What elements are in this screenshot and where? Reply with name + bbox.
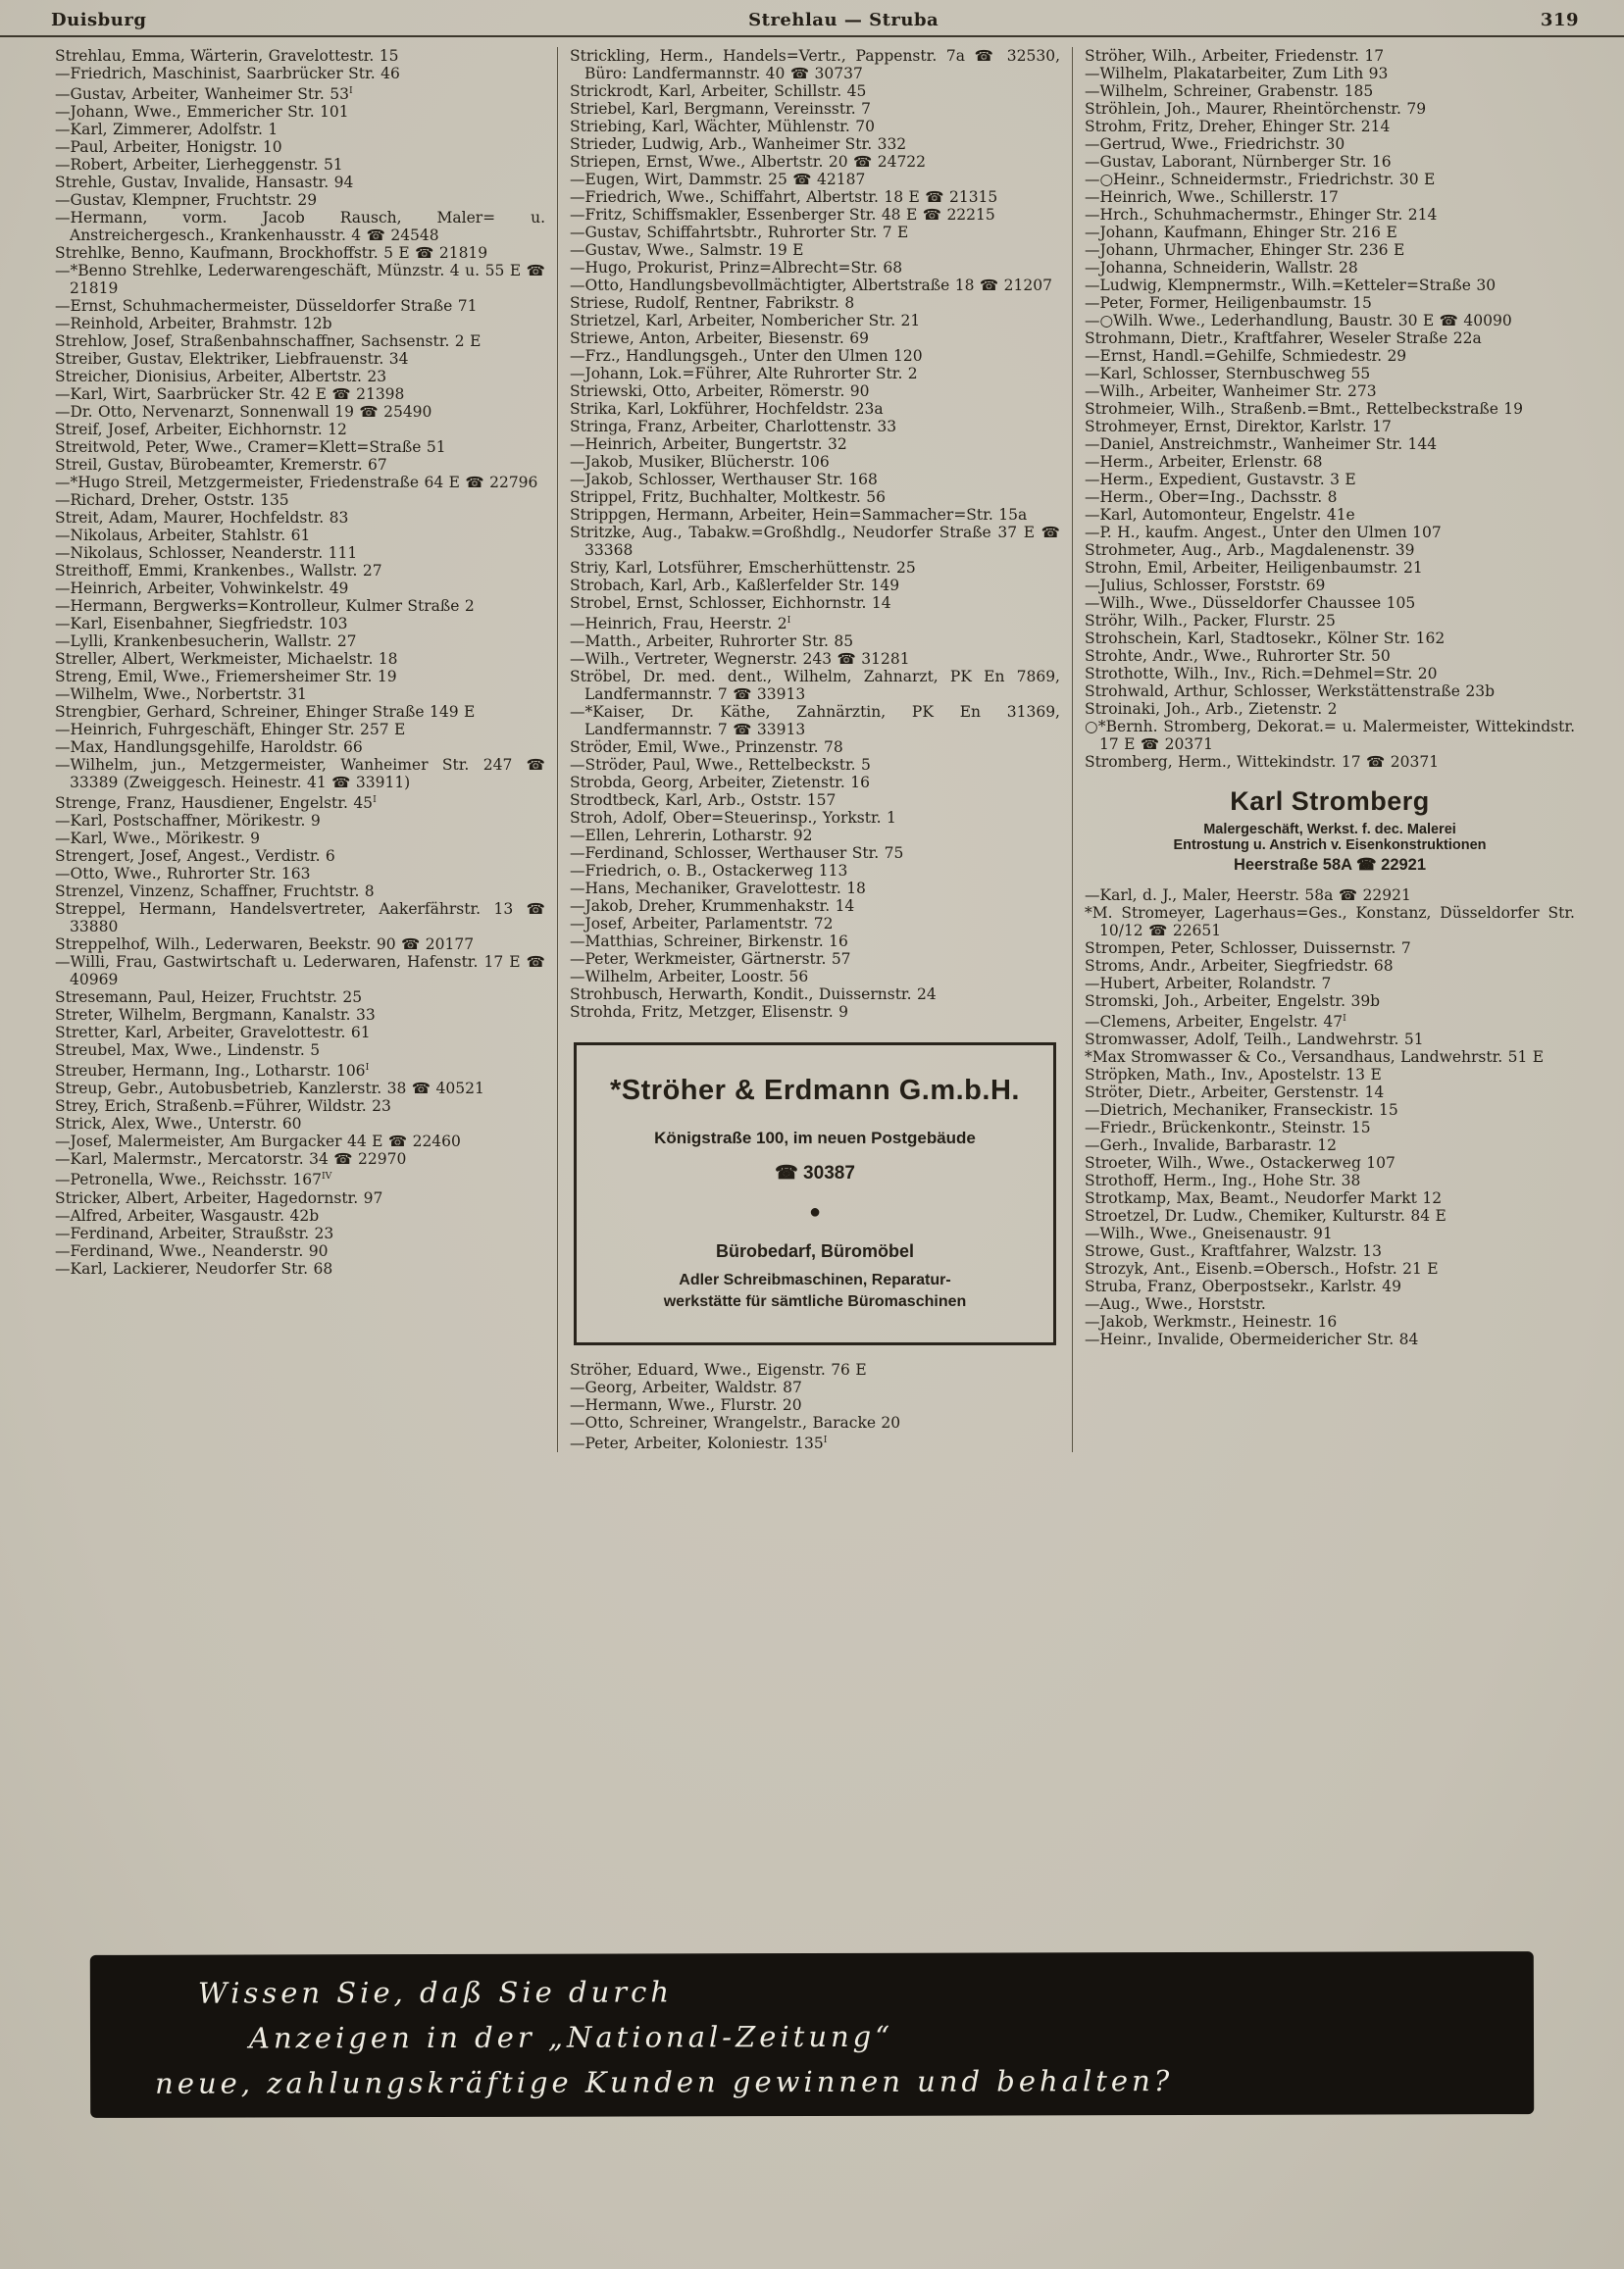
directory-entry: —Wilhelm, Wwe., Norbertstr. 31 xyxy=(55,685,307,704)
directory-entry: —Ströder, Paul, Wwe., Rettelbeckstr. 5 xyxy=(570,756,871,775)
column-3-entries-bottom xyxy=(1085,886,1575,1348)
directory-entry: —Josef, Malermeister, Am Burgacker 44 E ☎ 22460 xyxy=(55,1133,461,1151)
directory-entry: Strengbier, Gerhard, Schreiner, Ehinger Straße 149 E xyxy=(55,703,476,722)
directory-entry: Ströher, Wilh., Arbeiter, Friedenstr. 17 xyxy=(1085,47,1385,65)
directory-entry: Strehlow, Josef, Straßenbahnschaffner, Sachsenstr. 2 E xyxy=(55,332,482,351)
directory-entry: —Wilhelm, Plakatarbeiter, Zum Lith 93 xyxy=(1085,65,1389,82)
directory-entry: Strenge, Franz, Hausdiener, Engelstr. $45^I$ xyxy=(55,794,377,813)
directory-entry: Strippel, Fritz, Buchhalter, Moltkestr. 56 xyxy=(570,488,887,506)
directory-entry: Strenzel, Vinzenz, Schaffner, Fruchtstr. 8 xyxy=(55,882,375,901)
directory-entry: —Karl, Postschaffner, Mörikestr. 9 xyxy=(55,812,321,831)
directory-entry: Ströhr, Wilh., Packer, Flurstr. 25 xyxy=(1085,612,1336,630)
directory-entry: Strika, Karl, Lokführer, Hochfeldstr. 23a xyxy=(570,400,884,418)
directory-entry: —○Heinr., Schneidermstr., Friedrichstr. 30 E xyxy=(1085,171,1436,188)
directory-entry: —Heinrich, Fuhrgeschäft, Ehinger Str. 257 E xyxy=(55,721,406,739)
directory-entry: —Jakob, Musiker, Blücherstr. 106 xyxy=(570,453,830,471)
ad-stroeher-title: *Ströher & Erdmann G.m.b.H. xyxy=(610,1075,1020,1107)
banner-line-1: Wissen Sie, daß Sie durch xyxy=(197,1975,674,2010)
directory-entry: —Frz., Handlungsgeh., Unter den Ulmen 120 xyxy=(570,347,923,365)
directory-entry: —Peter, Former, Heiligenbaumstr. 15 xyxy=(1085,294,1372,312)
directory-entry: Streup, Gebr., Autobusbetrieb, Kanzlerstr. 38 ☎ 40521 xyxy=(55,1080,484,1098)
directory-entry: Strodtbeck, Karl, Arb., Oststr. 157 xyxy=(570,791,837,810)
directory-entry: Stroeter, Wilh., Wwe., Ostackerweg 107 xyxy=(1085,1154,1396,1173)
directory-entry: Strehlau, Emma, Wärterin, Gravelottestr. 15 xyxy=(55,47,399,65)
directory-entry: —Johann, Lok.=Führer, Alte Ruhrorter Str. 2 xyxy=(570,365,918,382)
directory-entry: —Karl, Eisenbahner, Siegfriedstr. 103 xyxy=(55,615,348,633)
directory-entry: —Johann, Kaufmann, Ehinger Str. 216 E xyxy=(1085,224,1397,241)
directory-entry: Stretter, Karl, Arbeiter, Gravelottestr. 61 xyxy=(55,1024,371,1042)
directory-entry: —Karl, Wirt, Saarbrücker Str. 42 E ☎ 21398 xyxy=(55,385,405,404)
directory-entry: Strobda, Georg, Arbeiter, Zietenstr. 16 xyxy=(570,774,870,792)
directory-entry: Strobach, Karl, Arb., Kaßlerfelder Str. 149 xyxy=(570,577,900,594)
directory-entry: —P. H., kaufm. Angest., Unter den Ulmen 107 xyxy=(1085,524,1442,541)
directory-entry: —Gustav, Klempner, Fruchtstr. 29 xyxy=(55,191,318,210)
directory-entry: —Hermann, Bergwerks=Kontrolleur, Kulmer Straße 2 xyxy=(55,597,475,616)
column-2 xyxy=(558,47,1072,1452)
directory-entry: —○Wilh. Wwe., Lederhandlung, Baustr. 30 E ☎ 40090 xyxy=(1085,312,1512,329)
directory-entry: Streicher, Dionisius, Arbeiter, Albertstr. 23 xyxy=(55,368,387,386)
directory-entry: Streter, Wilhelm, Bergmann, Kanalstr. 33 xyxy=(55,1006,376,1025)
directory-entry: Striy, Karl, Lotsführer, Emscherhüttenstr. 25 xyxy=(570,559,916,577)
directory-entry: —Karl, Zimmerer, Adolfstr. 1 xyxy=(55,121,279,139)
directory-entry: Stroetzel, Dr. Ludw., Chemiker, Kulturstr. 84 E xyxy=(1085,1207,1446,1226)
directory-entry: —Dietrich, Mechaniker, Franseckistr. 15 xyxy=(1085,1101,1398,1120)
directory-entry: —Heinrich, Frau, Heerstr. $2^I$ xyxy=(570,615,791,633)
directory-entry: Strothoff, Herm., Ing., Hohe Str. 38 xyxy=(1085,1172,1361,1190)
directory-entry: —Aug., Wwe., Horststr. xyxy=(1085,1295,1266,1314)
directory-entry: —Heinrich, Arbeiter, Bungertstr. 32 xyxy=(570,435,847,453)
directory-entry: —Hubert, Arbeiter, Rolandstr. 7 xyxy=(1085,975,1332,992)
column-1 xyxy=(43,47,557,1452)
directory-entry: Streif, Josef, Arbeiter, Eichhornstr. 12 xyxy=(55,421,347,439)
directory-entry: Strozyk, Ant., Eisenb.=Obersch., Hofstr. 21 E xyxy=(1085,1260,1439,1279)
directory-entry: Strieder, Ludwig, Arb., Wanheimer Str. 332 xyxy=(570,135,907,153)
directory-entry: —Julius, Schlosser, Forststr. 69 xyxy=(1085,577,1326,594)
directory-entry: —Karl, Wwe., Mörikestr. 9 xyxy=(55,830,260,848)
directory-entry: —Peter, Werkmeister, Gärtnerstr. 57 xyxy=(570,950,851,969)
directory-entry: —Ellen, Lehrerin, Lotharstr. 92 xyxy=(570,827,813,845)
directory-entry: —Karl, Automonteur, Engelstr. 41e xyxy=(1085,506,1355,524)
directory-entry: —Johanna, Schneiderin, Wallstr. 28 xyxy=(1085,259,1358,277)
directory-entry: —Jakob, Werkmstr., Heinestr. 16 xyxy=(1085,1313,1338,1332)
directory-entry: Strothotte, Wilh., Inv., Rich.=Dehmel=Str. 20 xyxy=(1085,665,1438,682)
directory-entry: Stroh, Adolf, Ober=Steuerinsp., Yorkstr. 1 xyxy=(570,809,896,828)
directory-entry: Stromberg, Herm., Wittekindstr. 17 ☎ 20371 xyxy=(1085,753,1440,771)
directory-columns xyxy=(0,37,1624,1452)
directory-entry: —Johann, Uhrmacher, Ehinger Str. 236 E xyxy=(1085,241,1405,259)
directory-entry: —Friedrich, o. B., Ostackerweg 113 xyxy=(570,862,848,881)
directory-entry: —Matthias, Schreiner, Birkenstr. 16 xyxy=(570,933,848,951)
directory-entry: Strey, Erich, Straßenb.=Führer, Wildstr. 23 xyxy=(55,1097,391,1116)
directory-entry: —Dr. Otto, Nervenarzt, Sonnenwall 19 ☎ 25490 xyxy=(55,403,432,422)
directory-entry: Ströpken, Math., Inv., Apostelstr. 13 E xyxy=(1085,1066,1382,1084)
directory-entry: Streitwold, Peter, Wwe., Cramer=Klett=Straße 51 xyxy=(55,438,446,457)
directory-entry: Ströher, Eduard, Wwe., Eigenstr. 76 E xyxy=(570,1361,867,1380)
directory-entry: —Otto, Handlungsbevollmächtigter, Albertstraße 18 ☎ 21207 xyxy=(570,277,1052,294)
directory-entry: —Hugo, Prokurist, Prinz=Albrecht=Str. 68 xyxy=(570,259,903,277)
directory-entry: Stritzke, Aug., Tabakw.=Großhdlg., Neudorfer Straße 37 E ☎ 33368 xyxy=(570,524,1060,559)
directory-entry: Streit, Adam, Maurer, Hochfeldstr. 83 xyxy=(55,509,349,528)
directory-entry: Striebing, Karl, Wächter, Mühlenstr. 70 xyxy=(570,118,875,135)
ad-stromberg-line3: Heerstraße 58A ☎ 22921 xyxy=(1233,856,1427,874)
directory-entry: —Heinrich, Arbeiter, Vohwinkelstr. 49 xyxy=(55,580,349,598)
directory-entry: Strohn, Emil, Arbeiter, Heiligenbaumstr. 21 xyxy=(1085,559,1423,577)
directory-entry: Ströbel, Dr. med. dent., Wilhelm, Zahnarzt, PK En 7869, Landfermannstr. 7 ☎ 33913 xyxy=(570,668,1060,704)
directory-entry: —Daniel, Anstreichmstr., Wanheimer Str. 144 xyxy=(1085,435,1438,453)
directory-entry: —Josef, Arbeiter, Parlamentstr. 72 xyxy=(570,915,834,933)
directory-entry: Stromwasser, Adolf, Teilh., Landwehrstr. 51 xyxy=(1085,1031,1424,1049)
directory-entry: Streil, Gustav, Bürobeamter, Kremerstr. 67 xyxy=(55,456,387,475)
directory-entry: Stringa, Franz, Arbeiter, Charlottenstr. 33 xyxy=(570,418,897,435)
directory-entry: —Jakob, Dreher, Krummenhakstr. 14 xyxy=(570,897,855,916)
directory-entry: Streng, Emil, Wwe., Friemersheimer Str. 19 xyxy=(55,668,397,686)
banner-line-3: neue, zahlungskräftige Kunden gewinnen und behalten? xyxy=(155,2064,1174,2100)
directory-entry: —Karl, d. J., Maler, Heerstr. 58a ☎ 22921 xyxy=(1085,886,1411,904)
directory-entry: —*Hugo Streil, Metzgermeister, Friedenstraße 64 E ☎ 22796 xyxy=(55,474,538,492)
directory-entry: —Clemens, Arbeiter, Engelstr. $47^I$ xyxy=(1085,1013,1346,1032)
directory-entry: —Herm., Ober=Ing., Dachsstr. 8 xyxy=(1085,488,1338,506)
directory-entry: —Max, Handlungsgehilfe, Haroldstr. 66 xyxy=(55,738,363,757)
directory-entry: Streiber, Gustav, Elektriker, Liebfrauenstr. 34 xyxy=(55,350,409,369)
ad-stroeher-line3: werkstätte für sämtliche Büromaschinen xyxy=(663,1293,967,1311)
directory-entry: —Wilh., Wwe., Düsseldorfer Chaussee 105 xyxy=(1085,594,1416,612)
directory-entry: Strompen, Peter, Schlosser, Duissernstr. 7 xyxy=(1085,939,1411,957)
directory-entry: Striese, Rudolf, Rentner, Fabrikstr. 8 xyxy=(570,294,855,312)
directory-entry: —Gertrud, Wwe., Friedrichstr. 30 xyxy=(1085,135,1345,153)
directory-entry: —Friedrich, Wwe., Schiffahrt, Albertstr. 18 E ☎ 21315 xyxy=(570,188,998,206)
directory-entry: —Alfred, Arbeiter, Wasgaustr. 42b xyxy=(55,1206,320,1225)
directory-entry: Striebel, Karl, Bergmann, Vereinsstr. 7 xyxy=(570,100,872,118)
directory-entry: —Hrch., Schuhmachermstr., Ehinger Str. 214 xyxy=(1085,206,1438,224)
ad-stromberg-line1: Malergeschäft, Werkst. f. dec. Malerei xyxy=(1203,822,1456,837)
directory-entry: —Ernst, Handl.=Gehilfe, Schmiedestr. 29 xyxy=(1085,347,1407,365)
directory-entry: Strickling, Herm., Handels=Vertr., Pappenstr. 7a ☎ 32530, Büro: Landfermannstr. 40 ☎ 30737 xyxy=(570,47,1060,82)
directory-entry: Striewe, Anton, Arbeiter, Biesenstr. 69 xyxy=(570,329,869,347)
directory-entry: —Gustav, Arbeiter, Wanheimer Str. $53^I$ xyxy=(55,85,353,104)
directory-entry: —Gerh., Invalide, Barbarastr. 12 xyxy=(1085,1136,1338,1155)
column-2-entries-top xyxy=(570,47,1060,1021)
directory-entry: Streuber, Hermann, Ing., Lotharstr. $106^I$ xyxy=(55,1062,370,1081)
ad-karl-stromberg xyxy=(1085,786,1575,875)
directory-entry: Streppel, Hermann, Handelsvertreter, Aakerfährstr. 13 ☎ 33880 xyxy=(55,900,545,936)
directory-entry: —Herm., Expedient, Gustavstr. 3 E xyxy=(1085,471,1356,488)
directory-entry: Strietzel, Karl, Arbeiter, Nombericher Str. 21 xyxy=(570,312,921,329)
directory-entry: —Robert, Arbeiter, Lierheggenstr. 51 xyxy=(55,156,343,175)
directory-entry: —Karl, Schlosser, Sternbuschweg 55 xyxy=(1085,365,1371,382)
directory-entry: *M. Stromeyer, Lagerhaus=Ges., Konstanz, Düsseldorfer Str. 10/12 ☎ 22651 xyxy=(1085,904,1575,939)
directory-entry: —Reinhold, Arbeiter, Brahmstr. 12b xyxy=(55,315,332,333)
directory-entry: Strowe, Gust., Kraftfahrer, Walzstr. 13 xyxy=(1085,1242,1382,1261)
directory-entry: —Richard, Dreher, Oststr. 135 xyxy=(55,491,289,510)
directory-entry: —Wilhelm, Schreiner, Grabenstr. 185 xyxy=(1085,82,1374,100)
directory-entry: —Ferdinand, Arbeiter, Straußstr. 23 xyxy=(55,1224,334,1242)
directory-entry: —Lylli, Krankenbesucherin, Wallstr. 27 xyxy=(55,632,357,651)
directory-entry: —Paul, Arbeiter, Honigstr. 10 xyxy=(55,138,282,157)
directory-entry: Stromski, Joh., Arbeiter, Engelstr. 39b xyxy=(1085,992,1381,1010)
directory-entry: —Wilh., Vertreter, Wegnerstr. 243 ☎ 31281 xyxy=(570,650,910,669)
directory-entry: Stroms, Andr., Arbeiter, Siegfriedstr. 68 xyxy=(1085,957,1394,975)
directory-entry: —Wilhelm, jun., Metzgermeister, Wanheimer Str. 247 ☎ 33389 (Zweiggesch. Heinestr. 41 ☎ 33911) xyxy=(55,756,545,792)
directory-entry: —Hans, Mechaniker, Gravelottestr. 18 xyxy=(570,880,866,898)
directory-entry: —Eugen, Wirt, Dammstr. 25 ☎ 42187 xyxy=(570,171,866,188)
directory-entry: —Herm., Arbeiter, Erlenstr. 68 xyxy=(1085,453,1323,471)
directory-entry: —Willi, Frau, Gastwirtschaft u. Lederwaren, Hafenstr. 17 E ☎ 40969 xyxy=(55,953,545,989)
directory-entry: *Max Stromwasser & Co., Versandhaus, Landwehrstr. 51 E xyxy=(1085,1048,1545,1067)
directory-entry: ○*Bernh. Stromberg, Dekorat.= u. Malermeister, Wittekindstr. 17 E ☎ 20371 xyxy=(1085,718,1575,753)
directory-entry: Strohbusch, Herwarth, Kondit., Duissernstr. 24 xyxy=(570,985,937,1004)
directory-entry: Strehlke, Benno, Kaufmann, Brockhoffstr. 5 E ☎ 21819 xyxy=(55,244,488,263)
directory-entry: —Karl, Lackierer, Neudorfer Str. 68 xyxy=(55,1259,333,1278)
directory-entry: —Peter, Arbeiter, Koloniestr. $135^I$ xyxy=(570,1435,828,1453)
ad-stroeher-phone: ☎ 30387 xyxy=(775,1163,855,1185)
bullet-icon: ● xyxy=(808,1201,822,1224)
directory-entry: Streller, Albert, Werkmeister, Michaelstr. 18 xyxy=(55,650,398,669)
ad-stroeher-line2: Adler Schreibmaschinen, Reparatur- xyxy=(679,1272,951,1289)
directory-entry: —Heinr., Invalide, Obermeidericher Str. 84 xyxy=(1085,1331,1419,1349)
directory-entry: —Nikolaus, Schlosser, Neanderstr. 111 xyxy=(55,544,358,563)
directory-entry: Strehle, Gustav, Invalide, Hansastr. 94 xyxy=(55,174,354,192)
directory-entry: Striepen, Ernst, Wwe., Albertstr. 20 ☎ 24722 xyxy=(570,153,927,171)
directory-entry: Strippgen, Hermann, Arbeiter, Hein=Sammacher=Str. 15a xyxy=(570,506,1028,524)
header-name-range: Strehlau — Struba xyxy=(748,10,939,30)
directory-entry: Ströhlein, Joh., Maurer, Rheintörchenstr. 79 xyxy=(1085,100,1427,118)
directory-entry: Strohte, Andr., Wwe., Ruhrorter Str. 50 xyxy=(1085,647,1391,665)
directory-entry: Stroinaki, Joh., Arb., Zietenstr. 2 xyxy=(1085,700,1338,718)
ad-stroeher-erdmann xyxy=(574,1042,1056,1345)
directory-entry: —Nikolaus, Arbeiter, Stahlstr. 61 xyxy=(55,527,311,545)
directory-entry: —Gustav, Wwe., Salmstr. 19 E xyxy=(570,241,804,259)
directory-entry: Streubel, Max, Wwe., Lindenstr. 5 xyxy=(55,1041,321,1060)
directory-entry: Streppelhof, Wilh., Lederwaren, Beekstr. 90 ☎ 20177 xyxy=(55,935,475,954)
directory-entry: Strohm, Fritz, Dreher, Ehinger Str. 214 xyxy=(1085,118,1391,135)
directory-entry: —Ludwig, Klempnermstr., Wilh.=Ketteler=Straße 30 xyxy=(1085,277,1497,294)
directory-entry: Streithoff, Emmi, Krankenbes., Wallstr. 27 xyxy=(55,562,382,580)
directory-entry: —*Kaiser, Dr. Käthe, Zahnärztin, PK En 31369, Landfermannstr. 7 ☎ 33913 xyxy=(570,703,1060,739)
ad-stromberg-title: Karl Stromberg xyxy=(1230,786,1430,816)
column-3-entries-top xyxy=(1085,47,1575,771)
directory-entry: —Ernst, Schuhmachermeister, Düsseldorfer Straße 71 xyxy=(55,297,478,316)
directory-entry: —Petronella, Wwe., Reichsstr. $167^{IV}$ xyxy=(55,1171,332,1189)
directory-entry: —Hermann, vorm. Jacob Rausch, Maler= u. Anstreichergesch., Krankenhausstr. 4 ☎ 24548 xyxy=(55,209,545,245)
directory-entry: —Georg, Arbeiter, Waldstr. 87 xyxy=(570,1379,802,1397)
directory-entry: Strotkamp, Max, Beamt., Neudorfer Markt 12 xyxy=(1085,1189,1443,1208)
directory-entry: —Matth., Arbeiter, Ruhrorter Str. 85 xyxy=(570,632,854,651)
directory-entry: —Gustav, Laborant, Nürnberger Str. 16 xyxy=(1085,153,1392,171)
directory-entry: —Wilh., Arbeiter, Wanheimer Str. 273 xyxy=(1085,382,1377,400)
directory-entry: —*Benno Strehlke, Lederwarengeschäft, Münzstr. 4 u. 55 E ☎ 21819 xyxy=(55,262,545,298)
directory-entry: Stricker, Albert, Arbeiter, Hagedornstr. 97 xyxy=(55,1188,383,1207)
directory-entry: —Gustav, Schiffahrtsbtr., Ruhrorter Str. 7 E xyxy=(570,224,909,241)
directory-entry: Strengert, Josef, Angest., Verdistr. 6 xyxy=(55,847,335,866)
directory-entry: Strobel, Ernst, Schlosser, Eichhornstr. 14 xyxy=(570,594,891,612)
ad-stroeher-address: Königstraße 100, im neuen Postgebäude xyxy=(654,1129,976,1148)
directory-entry: Struba, Franz, Oberpostsekr., Karlstr. 49 xyxy=(1085,1278,1401,1296)
directory-entry: —Wilhelm, Arbeiter, Loostr. 56 xyxy=(570,968,809,986)
banner-line-2: Anzeigen in der „National-Zeitung“ xyxy=(248,2019,894,2055)
directory-entry: —Fritz, Schiffsmakler, Essenberger Str. 48 E ☎ 22215 xyxy=(570,206,995,224)
directory-entry: —Johann, Wwe., Emmericher Str. 101 xyxy=(55,103,349,122)
directory-entry: Strohwald, Arthur, Schlosser, Werkstättenstraße 23b xyxy=(1085,682,1495,700)
ad-stroeher-line1: Bürobedarf, Büromöbel xyxy=(715,1241,914,1262)
directory-entry: —Jakob, Schlosser, Werthauser Str. 168 xyxy=(570,471,878,488)
directory-entry: —Friedrich, Maschinist, Saarbrücker Str. 46 xyxy=(55,65,400,82)
banner-ad-national-zeitung xyxy=(90,1951,1534,2118)
column-1-entries xyxy=(55,47,545,1278)
column-2-entries-bottom xyxy=(570,1361,1060,1452)
directory-entry: —Karl, Malermstr., Mercatorstr. 34 ☎ 22970 xyxy=(55,1150,407,1169)
directory-entry: —Ferdinand, Wwe., Neanderstr. 90 xyxy=(55,1241,329,1260)
directory-entry: Strohmann, Dietr., Kraftfahrer, Weseler Straße 22a xyxy=(1085,329,1482,347)
directory-entry: Strickrodt, Karl, Arbeiter, Schillstr. 45 xyxy=(570,82,867,100)
directory-entry: Ströter, Dietr., Arbeiter, Gerstenstr. 14 xyxy=(1085,1084,1385,1102)
column-3 xyxy=(1073,47,1587,1452)
directory-entry: —Ferdinand, Schlosser, Werthauser Str. 75 xyxy=(570,844,904,863)
directory-entry: Ströder, Emil, Wwe., Prinzenstr. 78 xyxy=(570,738,843,757)
directory-entry: Strohmeier, Wilh., Straßenb.=Bmt., Rettelbeckstraße 19 xyxy=(1085,400,1524,418)
directory-entry: —Hermann, Wwe., Flurstr. 20 xyxy=(570,1396,802,1415)
directory-entry: Strohda, Fritz, Metzger, Elisenstr. 9 xyxy=(570,1003,848,1022)
directory-entry: —Wilh., Wwe., Gneisenaustr. 91 xyxy=(1085,1225,1333,1243)
header-page-number: 319 xyxy=(1540,10,1579,30)
directory-entry: Strohmeter, Aug., Arb., Magdalenenstr. 39 xyxy=(1085,541,1415,559)
directory-entry: Strick, Alex, Wwe., Unterstr. 60 xyxy=(55,1115,302,1134)
directory-entry: —Otto, Wwe., Ruhrorter Str. 163 xyxy=(55,865,311,883)
header-city: Duisburg xyxy=(51,10,147,30)
directory-entry: Strohmeyer, Ernst, Direktor, Karlstr. 17 xyxy=(1085,418,1392,435)
directory-entry: Striewski, Otto, Arbeiter, Römerstr. 90 xyxy=(570,382,870,400)
page-header xyxy=(0,0,1624,37)
directory-entry: —Heinrich, Wwe., Schillerstr. 17 xyxy=(1085,188,1339,206)
directory-entry: —Friedr., Brückenkontr., Steinstr. 15 xyxy=(1085,1119,1371,1137)
directory-entry: —Otto, Schreiner, Wrangelstr., Baracke 20 xyxy=(570,1414,901,1433)
directory-entry: Stresemann, Paul, Heizer, Fruchtstr. 25 xyxy=(55,988,363,1007)
directory-entry: Strohschein, Karl, Stadtosekr., Kölner Str. 162 xyxy=(1085,630,1446,647)
ad-stromberg-line2: Entrostung u. Anstrich v. Eisenkonstruktionen xyxy=(1173,837,1487,853)
